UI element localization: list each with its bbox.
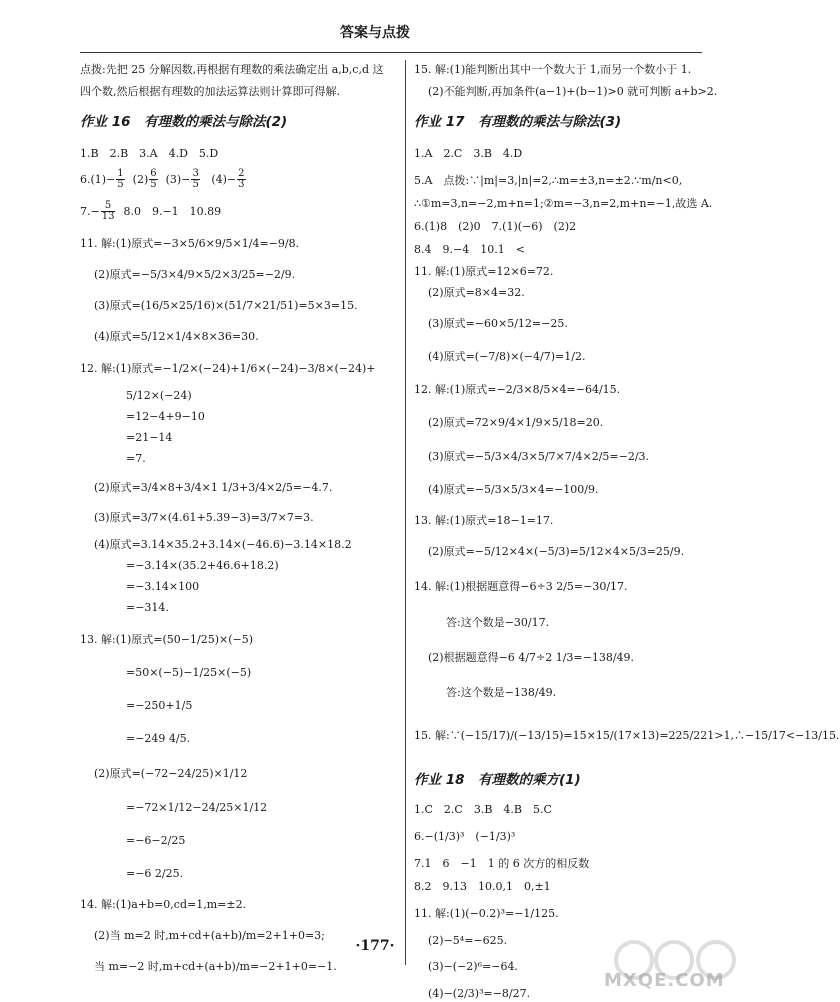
answer-11-2: (2)原式=8×4=32. [428, 285, 525, 299]
answer-12-2: (2)原式=3/4×8+3/4×1 1/3+3/4×2/5=−4.7. [94, 481, 333, 495]
fraction: $\frac{1}{5}$ [117, 167, 124, 191]
fraction: $\frac{2}{3}$ [238, 167, 245, 191]
answer-12-4b: =−3.14×(35.2+46.6+18.2) [126, 559, 279, 572]
section-heading-16: 作业 16 有理数的乘法与除法(2) [80, 114, 288, 131]
answer-13-2: (2)原式=(−72−24/25)×1/12 [94, 767, 248, 781]
answer-7-10: 7.− $\frac{5}{13}$ 8.0 9.−1 10.89 [80, 199, 222, 223]
answer-12-3: (3)原式=3/7×(4.61+5.39−3)=3/7×7=3. [94, 510, 314, 524]
answer-b7: 7.1 6 −1 1 的 6 次方的相反数 [414, 856, 590, 870]
answer-b11-2: (2)−5⁴=−625. [428, 934, 508, 948]
page-header [0, 0, 750, 48]
answer-5b: ∴①m=3,n=−2,m+n=1;②m=−3,n=2,m+n=−1,故选 A. [414, 196, 713, 210]
answer-5: 5.A 点拨:∵|m|=3,|n|=2,∴m=±3,n=±2.∵m/n<0, [414, 173, 683, 187]
answer-12-2: (2)原式=72×9/4×1/9×5/18=20. [428, 416, 604, 430]
answer-12-1: 12. 解:(1)原式=−2/3×8/5×4=−64/15. [414, 383, 621, 397]
answer-12-1b: 5/12×(−24) [126, 388, 192, 402]
answer-8-10: 8.4 9.−4 10.1 < [414, 243, 525, 257]
answer-1-5: 1.B 2.B 3.A 4.D 5.D [80, 146, 219, 160]
answer-b11-3: (3)−(−2)⁶=−64. [428, 959, 518, 973]
answer-12-4c: =−3.14×100 [126, 580, 200, 594]
answer-14-1: 14. 解:(1)a+b=0,cd=1,m=±2. [80, 898, 247, 912]
answer-b8-10: 8.2 9.13 10.0,1 0,±1 [414, 880, 551, 894]
fraction: $\frac{6}{5}$ [150, 167, 157, 191]
answer-12-3: (3)原式=−5/3×4/3×5/7×7/4×2/5=−2/3. [428, 449, 650, 463]
page-number: ·177· [355, 938, 395, 954]
answer-11-1: 11. 解:(1)原式=12×6=72. [414, 264, 554, 278]
answer-11-2: (2)原式=−5/3×4/9×5/2×3/25=−2/9. [94, 267, 296, 281]
answer-13-1: 13. 解:(1)原式=(50−1/25)×(−5) [80, 632, 254, 646]
answer-6: 6.(1)− $\frac{1}{5}$ (2) $\frac{6}{5}$ (3)− $\frac{3}{5}$ (4)− $\frac{2}{3}$ [80, 167, 245, 191]
fraction: $\frac{3}{5}$ [192, 167, 199, 191]
answer-b11-1: 11. 解:(1)(−0.2)³=−1/125. [414, 907, 559, 921]
header-title: 答案与点拨 [340, 25, 410, 41]
answer-12-1c: =12−4+9−10 [126, 409, 205, 423]
answer-b1-5: 1.C 2.C 3.B 4.B 5.C [414, 802, 552, 816]
answer-12-1d: =21−14 [126, 431, 173, 445]
answer-14-2: (2)根据题意得−6 4/7÷2 1/3=−138/49. [428, 650, 635, 664]
answer-12-4: (4)原式=−5/3×5/3×4=−100/9. [428, 482, 599, 496]
answer-13-2b: =−72×1/12−24/25×1/12 [126, 800, 268, 814]
answer-15-2: (2)不能判断,再加条件(a−1)+(b−1)>0 就可判断 a+b>2. [428, 85, 718, 99]
answer-15-1: 15. 解:(1)能判断出其中一个数大于 1,而另一个数小于 1. [414, 63, 692, 76]
answer-14-2b: 答:这个数是−138/49. [446, 685, 557, 699]
answer-11-3: (3)原式=(16/5×25/16)×(51/7×21/51)=5×3=15. [94, 299, 358, 313]
answer-15: 15. 解:∵(−15/17)/(−13/15)=15×15/(17×13)=225/221>1,∴−15/17<−13/15. [414, 729, 840, 743]
fraction: $\frac{5}{13}$ [101, 199, 115, 223]
answer-12-4: (4)原式=3.14×35.2+3.14×(−46.6)−3.14×18.2 [94, 537, 352, 551]
answer-12-4d: =−314. [126, 601, 169, 615]
header-rule [80, 52, 702, 53]
answer-13-2d: =−6 2/25. [126, 866, 184, 880]
section-heading-17: 作业 17 有理数的乘法与除法(3) [414, 114, 622, 131]
answer-14-1: 14. 解:(1)根据题意得−6÷3 2/5=−30/17. [414, 580, 628, 594]
answer-1-4: 1.A 2.C 3.B 4.D [414, 146, 523, 160]
answer-13-1d: =−249 4/5. [126, 732, 191, 746]
answer-12-1: 12. 解:(1)原式=−1/2×(−24)+1/6×(−24)−3/8×(−24)+ [80, 361, 376, 375]
section-heading-18: 作业 18 有理数的乘方(1) [414, 772, 581, 789]
column-divider [405, 60, 406, 965]
answer-14-1b: 答:这个数是−30/17. [446, 615, 550, 629]
right-column [414, 58, 840, 1000]
answer-13-1c: =−250+1/5 [126, 698, 193, 712]
answer-b6: 6.−(1/3)³ (−1/3)³ [414, 829, 516, 843]
answer-13-2: (2)原式=−5/12×4×(−5/3)=5/12×4×5/3=25/9. [428, 545, 685, 559]
left-column [80, 58, 398, 974]
answer-13-2c: =−6−2/25 [126, 833, 186, 847]
answer-6-7: 6.(1)8 (2)0 7.(1)(−6) (2)2 [414, 220, 577, 234]
answer-11-4: (4)原式=(−7/8)×(−4/7)=1/2. [428, 350, 586, 364]
answer-13-1: 13. 解:(1)原式=18−1=17. [414, 514, 554, 527]
answer-11-1: 11. 解:(1)原式=−3×5/6×9/5×1/4=−9/8. [80, 236, 300, 250]
answer-11-3: (3)原式=−60×5/12=−25. [428, 316, 568, 330]
answer-11-4: (4)原式=5/12×1/4×8×36=30. [94, 330, 259, 344]
note-line-1: 点拨:先把 25 分解因数,再根据有理数的乘法确定出 a,b,c,d 这 [80, 63, 384, 76]
note-line-2: 四个数,然后根据有理数的加法运算法则计算即可得解. [80, 85, 340, 99]
answer-14-2: (2)当 m=2 时,m+cd+(a+b)/m=2+1+0=3; [94, 929, 325, 943]
answer-13-1b: =50×(−5)−1/25×(−5) [126, 665, 252, 679]
watermark-text: MXQE.COM [604, 970, 725, 991]
answer-14-3: 当 m=−2 时,m+cd+(a+b)/m=−2+1+0=−1. [94, 960, 337, 974]
answer-b11-4: (4)−(2/3)³=−8/27. [428, 986, 531, 1000]
answer-12-1e: =7. [126, 452, 146, 466]
